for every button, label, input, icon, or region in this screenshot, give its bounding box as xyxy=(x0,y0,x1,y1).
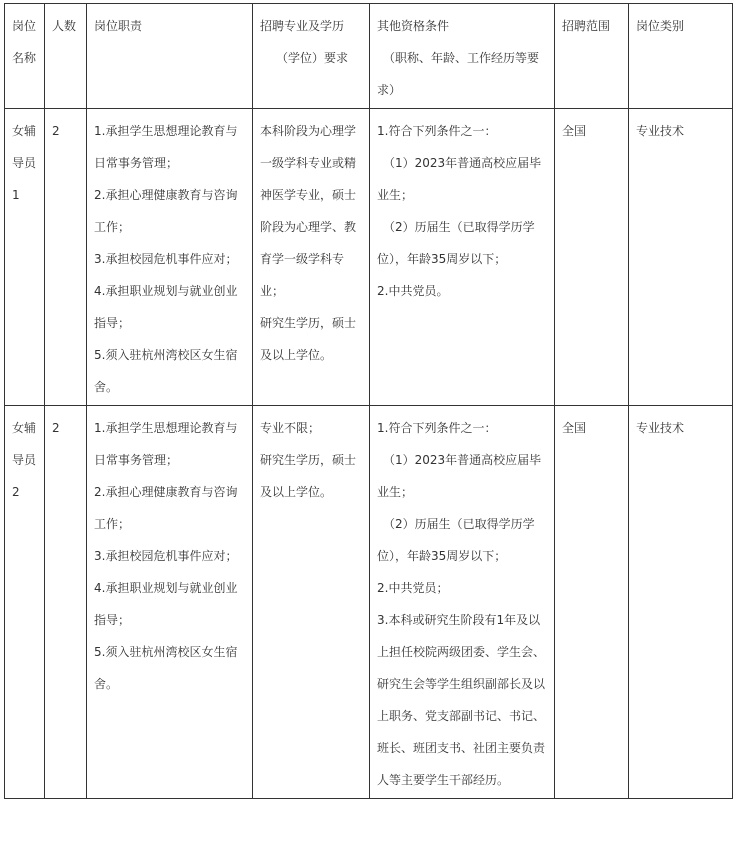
duty-item: 4.承担职业规划与就业创业指导； xyxy=(94,284,238,330)
cell-major-degree xyxy=(253,406,370,799)
header-other-qual-line: 求） xyxy=(377,83,402,97)
major-degree-item: 研究生学历，硕士及以上学位。 xyxy=(260,453,357,499)
header-major-degree-line: （学位）要求 xyxy=(275,51,348,65)
cell-category: 专业技术 xyxy=(629,109,733,406)
cell-headcount: 2 xyxy=(45,109,87,406)
qualification-item: （2）历届生（已取得学历学位），年龄35周岁以下； xyxy=(377,517,535,563)
duty-item: 5.须入驻杭州湾校区女生宿舍。 xyxy=(94,645,238,691)
qualification-item: 2.中共党员； xyxy=(377,581,449,595)
header-other-qual-line: 其他资格条件 xyxy=(377,19,450,33)
qualification-item: （1）2023年普通高校应届毕业生； xyxy=(377,453,542,499)
header-major-degree-line: 招聘专业及学历 xyxy=(260,19,345,33)
cell-headcount: 2 xyxy=(45,406,87,799)
major-degree-item: 研究生学历，硕士及以上学位。 xyxy=(260,316,357,362)
cell-position: 女辅导员2 xyxy=(5,406,45,799)
cell-major-degree xyxy=(253,109,370,406)
header-other-qualifications xyxy=(370,4,555,109)
cell-duties xyxy=(87,406,253,799)
cell-position: 女辅导员1 xyxy=(5,109,45,406)
header-category: 岗位类别 xyxy=(629,4,733,109)
cell-category: 专业技术 xyxy=(629,406,733,799)
header-other-qual-line: （职称、年龄、工作经历等要 xyxy=(383,51,540,65)
qualification-item: 1.符合下列条件之一： xyxy=(377,124,497,138)
duty-item: 1.承担学生思想理论教育与日常事务管理； xyxy=(94,124,238,170)
duty-item: 5.须入驻杭州湾校区女生宿舍。 xyxy=(94,348,238,394)
header-headcount: 人数 xyxy=(45,4,87,109)
cell-scope: 全国 xyxy=(555,109,629,406)
duty-item: 4.承担职业规划与就业创业指导； xyxy=(94,581,238,627)
header-major-degree xyxy=(253,4,370,109)
duty-item: 2.承担心理健康教育与咨询工作； xyxy=(94,485,238,531)
qualification-item: 1.符合下列条件之一： xyxy=(377,421,497,435)
cell-duties xyxy=(87,109,253,406)
duty-item: 3.承担校园危机事件应对； xyxy=(94,252,238,266)
header-position-name: 岗位名称 xyxy=(5,4,45,109)
table-row xyxy=(5,406,733,799)
duty-item: 1.承担学生思想理论教育与日常事务管理； xyxy=(94,421,238,467)
cell-scope: 全国 xyxy=(555,406,629,799)
qualification-item: 2.中共党员。 xyxy=(377,284,449,298)
major-degree-item: 专业不限； xyxy=(260,421,321,435)
qualification-item: （2）历届生（已取得学历学位），年龄35周岁以下； xyxy=(377,220,535,266)
table-header-row xyxy=(5,4,733,109)
duty-item: 3.承担校园危机事件应对； xyxy=(94,549,238,563)
duty-item: 2.承担心理健康教育与咨询工作； xyxy=(94,188,238,234)
header-scope: 招聘范围 xyxy=(555,4,629,109)
table-row xyxy=(5,109,733,406)
cell-qualifications xyxy=(370,109,555,406)
qualification-item: （1）2023年普通高校应届毕业生； xyxy=(377,156,542,202)
cell-qualifications xyxy=(370,406,555,799)
header-duties: 岗位职责 xyxy=(87,4,253,109)
recruitment-table xyxy=(4,3,733,799)
qualification-item: 3.本科或研究生阶段有1年及以上担任校院两级团委、学生会、研究生会等学生组织副部长及以上职务、党支部副书记、书记、班长、班团支书、社团主要负责人等主要学生干部经历。 xyxy=(377,613,546,787)
major-degree-item: 本科阶段为心理学一级学科专业或精神医学专业，硕士阶段为心理学、教育学一级学科专业； xyxy=(260,124,357,298)
